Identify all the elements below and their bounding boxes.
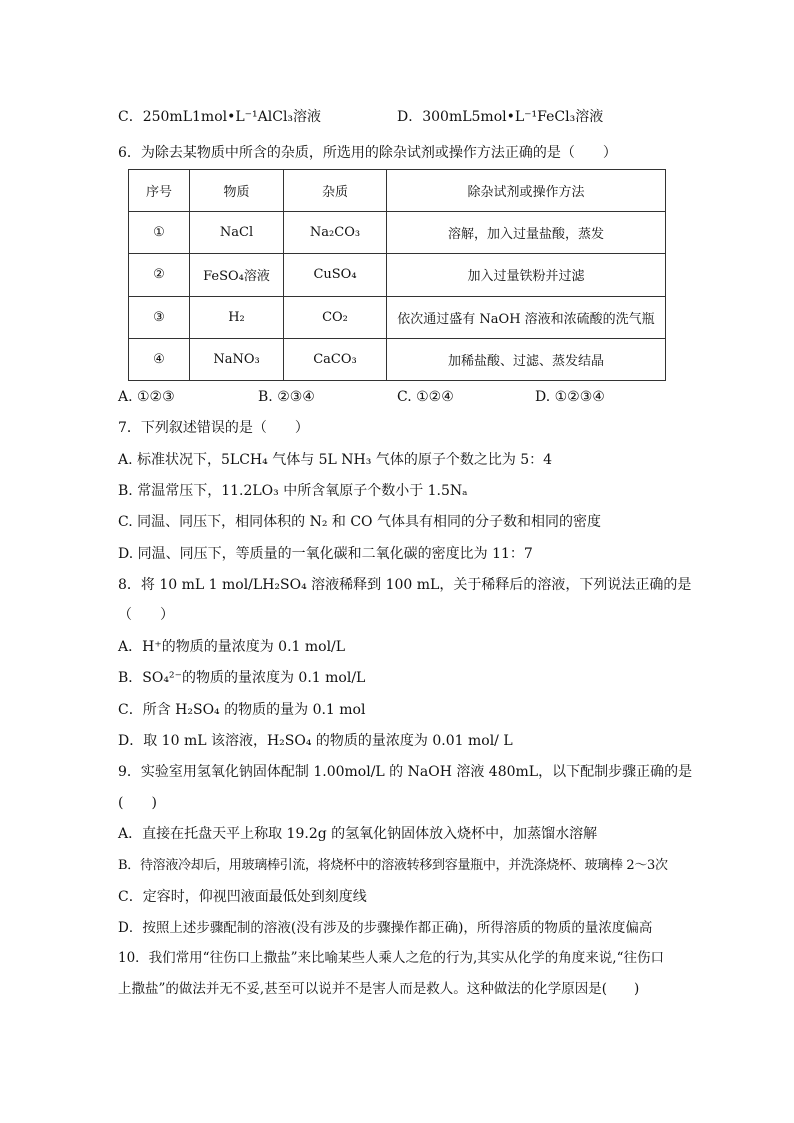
q7-option-c: C. 同温、同压下，相同体积的 N₂ 和 CO 气体具有相同的分子数和相同的密度 bbox=[118, 514, 601, 530]
q10-stem-line-2: 上撒盐”的做法并无不妥,甚至可以说并不是害人而是救人。这种做法的化学原因是( ) bbox=[118, 981, 640, 997]
q6-option-b: B. ②③④ bbox=[258, 389, 315, 405]
q8-stem: 8．将 10 mL 1 mol/LH₂SO₄ 溶液稀释到 100 mL，关于稀释后的溶液，下列说法正确的是 bbox=[118, 577, 692, 593]
table-row bbox=[129, 296, 666, 338]
q8-option-c: C．所含 H₂SO₄ 的物质的量为 0.1 mol bbox=[118, 702, 366, 718]
q7-option-a: A. 标准状况下，5LCH₄ 气体与 5L NH₃ 气体的原子个数之比为 5：4 bbox=[118, 452, 553, 468]
q9-option-d: D．按照上述步骤配制的溶液(没有涉及的步骤操作都正确)，所得溶质的物质的量浓度偏高 bbox=[118, 920, 653, 936]
column-header: 物质 bbox=[190, 170, 284, 212]
q6-option-d: D. ①②③④ bbox=[535, 389, 605, 405]
table-cell: ④ bbox=[129, 338, 190, 380]
q9-stem-blank: ( ) bbox=[118, 795, 157, 811]
column-header: 序号 bbox=[129, 170, 190, 212]
table-cell: 依次通过盛有 NaOH 溶液和浓硫酸的洗气瓶 bbox=[387, 296, 666, 338]
q5-option-d: D．300mL5mol•L⁻¹FeCl₃溶液 bbox=[397, 109, 604, 125]
table-cell: 溶解，加入过量盐酸，蒸发 bbox=[387, 212, 666, 254]
q10-stem-line-1: 10．我们常用“往伤口上撒盐”来比喻某些人乘人之危的行为,其实从化学的角度来说,“往伤口 bbox=[118, 950, 664, 966]
q9-option-a: A．直接在托盘天平上称取 19.2g 的氢氧化钠固体放入烧杯中，加蒸馏水溶解 bbox=[118, 826, 598, 842]
table-cell: Na₂CO₃ bbox=[284, 212, 387, 254]
column-header: 除杂试剂或操作方法 bbox=[387, 170, 666, 212]
table-cell: FeSO₄溶液 bbox=[190, 254, 284, 296]
q8-stem-blank: （ ） bbox=[118, 607, 174, 623]
table-cell: 加入过量铁粉并过滤 bbox=[387, 254, 666, 296]
table-cell: CuSO₄ bbox=[284, 254, 387, 296]
table-cell: CaCO₃ bbox=[284, 338, 387, 380]
table-cell: ① bbox=[129, 212, 190, 254]
table-row bbox=[129, 338, 666, 380]
table-row bbox=[129, 212, 666, 254]
q7-option-d: D. 同温、同压下，等质量的一氧化碳和二氧化碳的密度比为 11：7 bbox=[118, 546, 533, 562]
q6-stem: 6．为除去某物质中所含的杂质，所选用的除杂试剂或操作方法正确的是（ ） bbox=[118, 145, 617, 161]
q8-option-a: A．H⁺的物质的量浓度为 0.1 mol/L bbox=[118, 639, 346, 655]
table-cell: NaNO₃ bbox=[190, 338, 284, 380]
q6-option-a: A. ①②③ bbox=[118, 389, 175, 405]
q9-option-c: C．定容时，仰视凹液面最低处到刻度线 bbox=[118, 889, 367, 905]
q9-stem: 9．实验室用氢氧化钠固体配制 1.00mol/L 的 NaOH 溶液 480mL，以下配制步骤正确的是 bbox=[118, 764, 693, 780]
column-header: 杂质 bbox=[284, 170, 387, 212]
q8-option-b: B．SO₄²⁻的物质的量浓度为 0.1 mol/L bbox=[118, 670, 366, 686]
q8-option-d: D．取 10 mL 该溶液，H₂SO₄ 的物质的量浓度为 0.01 mol/ L bbox=[118, 733, 513, 749]
q7-option-b: B. 常温常压下，11.2LO₃ 中所含氧原子个数小于 1.5Nₐ bbox=[118, 483, 468, 499]
table-cell: CO₂ bbox=[284, 296, 387, 338]
q7-stem: 7．下列叙述错误的是（ ） bbox=[118, 420, 309, 436]
q5-option-c: C．250mL1mol•L⁻¹AlCl₃溶液 bbox=[118, 109, 322, 125]
table-header-row bbox=[129, 170, 666, 212]
table-cell: 加稀盐酸、过滤、蒸发结晶 bbox=[387, 338, 666, 380]
table-row bbox=[129, 254, 666, 296]
q9-option-b: B．待溶液冷却后，用玻璃棒引流，将烧杯中的溶液转移到容量瓶中，并洗涤烧杯、玻璃棒 2～3次 bbox=[118, 858, 668, 873]
table-cell: NaCl bbox=[190, 212, 284, 254]
q6-table bbox=[128, 169, 666, 381]
q6-option-c: C. ①②④ bbox=[397, 389, 454, 405]
table-cell: ② bbox=[129, 254, 190, 296]
table-cell: ③ bbox=[129, 296, 190, 338]
table-cell: H₂ bbox=[190, 296, 284, 338]
